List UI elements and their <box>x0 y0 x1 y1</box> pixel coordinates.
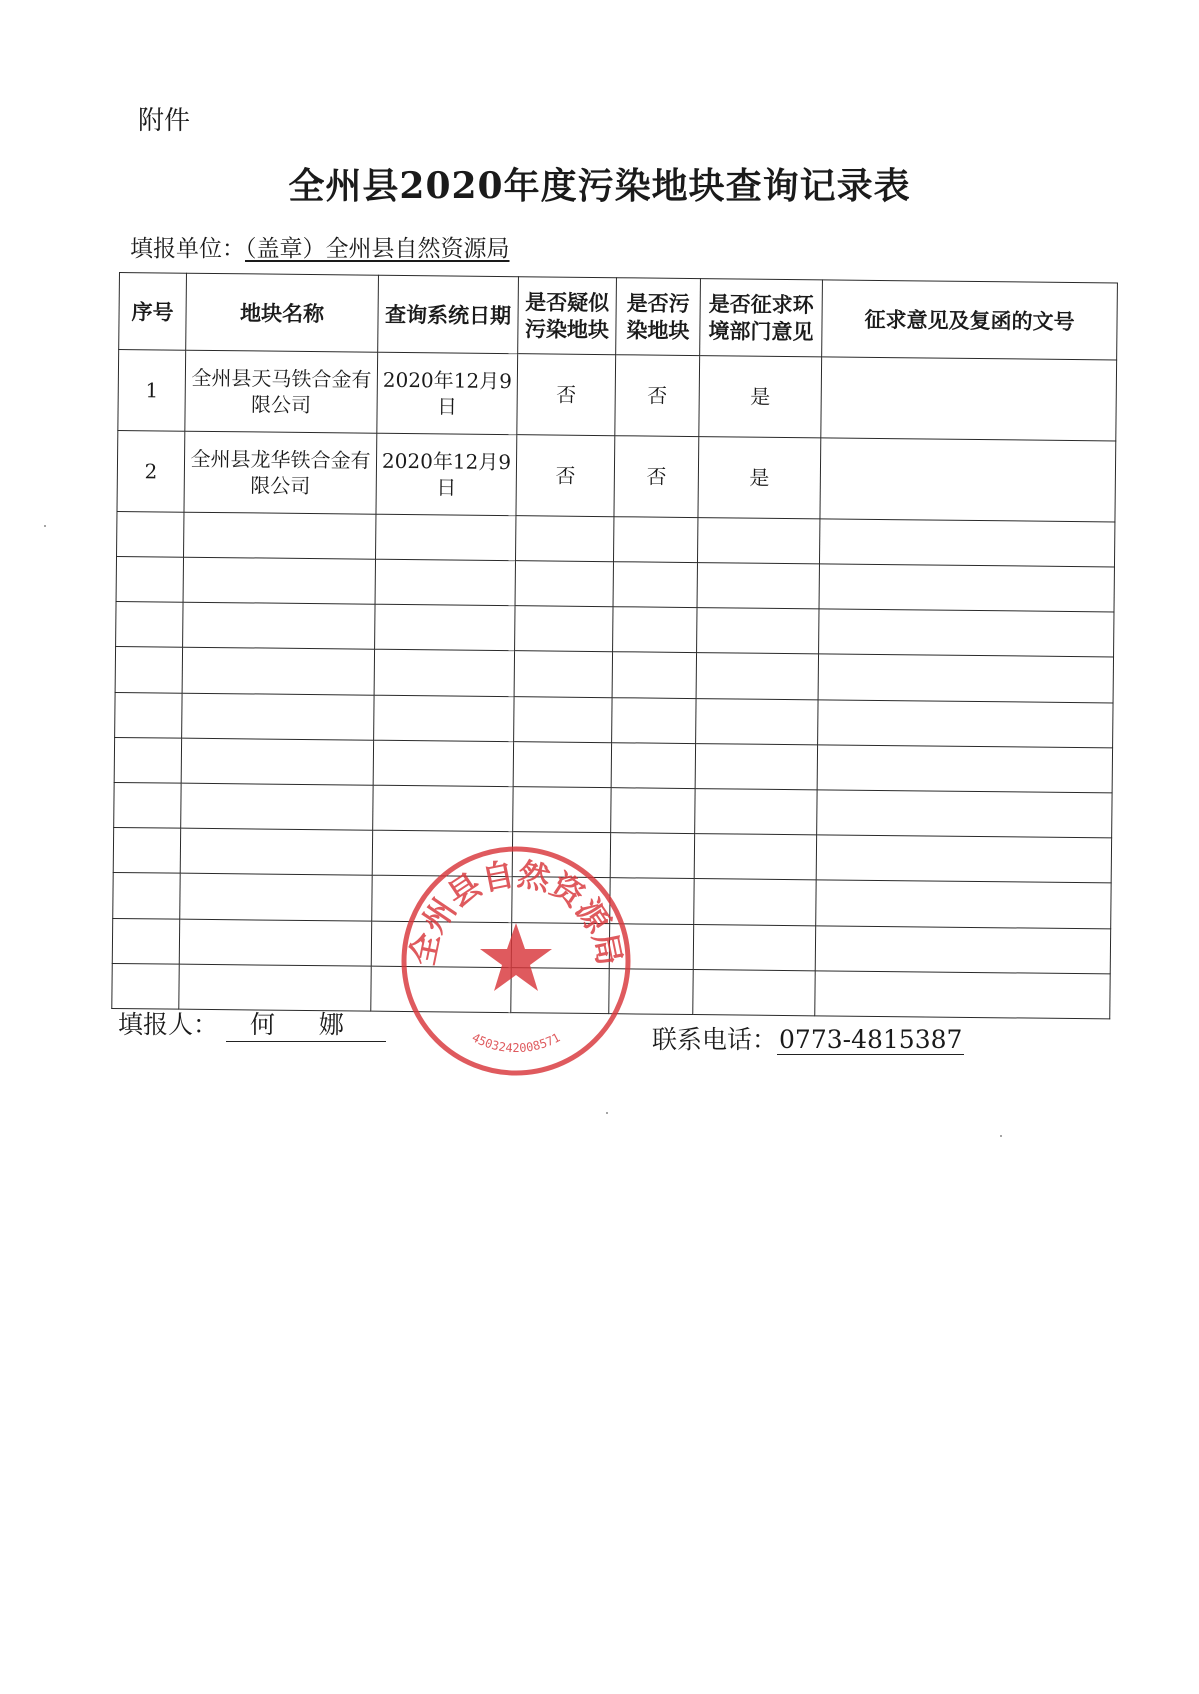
cell-suspected: 否 <box>516 435 615 517</box>
cell-empty <box>181 738 373 785</box>
cell-empty <box>697 608 819 654</box>
cell-empty <box>513 787 611 833</box>
cell-empty <box>376 514 516 561</box>
table-header-row <box>119 273 1118 360</box>
cell-empty <box>375 604 515 651</box>
reporting-unit-label: 填报单位： <box>130 236 245 262</box>
cell-empty <box>113 873 180 919</box>
cell-empty <box>182 648 374 695</box>
cell-empty <box>817 790 1112 838</box>
header-query-date: 查询系统日期 <box>378 275 519 353</box>
cell-empty <box>117 511 184 557</box>
cell-empty <box>611 788 695 834</box>
cell-empty <box>815 925 1110 973</box>
cell-empty <box>815 971 1110 1019</box>
scan-speck <box>44 525 46 527</box>
cell-empty <box>515 561 613 607</box>
cell-empty <box>115 692 182 738</box>
cell-consulted: 是 <box>699 356 822 438</box>
cell-empty <box>612 697 696 743</box>
cell-empty <box>183 557 375 604</box>
header-plot-name: 地块名称 <box>186 273 379 352</box>
seal-text: 全州县自然资源局 <box>403 854 629 969</box>
cell-empty <box>115 647 182 693</box>
cell-empty <box>112 918 179 964</box>
header-consulted: 是否征求环境部门意见 <box>700 279 823 357</box>
cell-empty <box>116 602 183 648</box>
cell-empty <box>515 606 613 652</box>
cell-empty <box>613 517 697 563</box>
scan-speck <box>606 1112 608 1114</box>
cell-polluted: 否 <box>615 355 700 437</box>
contact-phone <box>652 1020 964 1056</box>
cell-empty <box>116 557 183 603</box>
cell-empty <box>179 919 371 966</box>
filler-name: 何 娜 <box>226 1005 386 1042</box>
cell-empty <box>183 602 375 649</box>
cell-polluted: 否 <box>614 436 699 518</box>
cell-empty <box>816 880 1111 928</box>
cell-no: 2 <box>117 430 185 512</box>
cell-doc-no <box>820 438 1116 522</box>
document-title: 全州县2020年度污染地块查询记录表 <box>288 165 911 207</box>
filler-label: 填报人： <box>118 1010 219 1039</box>
cell-consulted: 是 <box>698 437 821 519</box>
cell-empty <box>513 741 611 787</box>
cell-empty <box>611 742 695 788</box>
cell-empty <box>182 693 374 740</box>
header-suspected: 是否疑似污染地块 <box>518 277 617 355</box>
cell-empty <box>112 963 179 1009</box>
filler <box>118 1005 386 1042</box>
cell-name: 全州县龙华铁合金有限公司 <box>184 431 377 514</box>
cell-empty <box>818 699 1113 747</box>
seal-star-icon <box>480 923 552 991</box>
table-row <box>117 430 1116 521</box>
scan-speck <box>1000 1135 1002 1137</box>
cell-empty <box>694 879 816 925</box>
cell-empty <box>695 789 817 835</box>
cell-empty <box>114 737 181 783</box>
cell-empty <box>819 609 1114 657</box>
cell-empty <box>694 834 816 880</box>
cell-doc-no <box>821 357 1117 441</box>
cell-name: 全州县天马铁合金有限公司 <box>185 350 378 433</box>
cell-date: 2020年12月9日 <box>377 352 518 434</box>
cell-empty <box>693 969 815 1016</box>
cell-empty <box>180 874 372 921</box>
header-no: 序号 <box>119 273 187 351</box>
cell-empty <box>180 828 372 875</box>
reporting-unit-value: （盖章）全州县自然资源局 <box>245 236 510 262</box>
cell-empty <box>373 785 513 832</box>
table-row <box>118 350 1117 441</box>
cell-empty <box>113 828 180 874</box>
cell-empty <box>181 783 373 830</box>
header-doc-no: 征求意见及复函的文号 <box>822 280 1118 360</box>
cell-empty <box>114 782 181 828</box>
cell-empty <box>184 512 376 559</box>
phone-label: 联系电话： <box>652 1025 778 1054</box>
cell-empty <box>373 740 513 787</box>
cell-empty <box>375 559 515 606</box>
cell-empty <box>819 564 1114 612</box>
cell-empty <box>613 607 697 653</box>
cell-no: 1 <box>118 350 186 432</box>
cell-empty <box>816 835 1111 883</box>
cell-empty <box>514 651 612 697</box>
cell-empty <box>612 652 696 698</box>
cell-empty <box>695 743 817 789</box>
official-seal-stamp <box>398 843 634 1079</box>
cell-empty <box>817 745 1112 793</box>
cell-empty <box>696 698 818 744</box>
cell-suspected: 否 <box>517 354 616 436</box>
phone-value: 0773-4815387 <box>779 1025 963 1054</box>
cell-empty <box>693 924 815 970</box>
cell-empty <box>374 695 514 742</box>
cell-empty <box>613 562 697 608</box>
cell-empty <box>819 519 1114 567</box>
cell-empty <box>818 654 1113 702</box>
header-polluted: 是否污染地块 <box>616 278 701 356</box>
cell-empty <box>515 516 613 562</box>
cell-empty <box>697 517 819 563</box>
attachment-label: 附件 <box>138 106 191 136</box>
seal-code: 4503242008571 <box>469 1030 563 1056</box>
reporting-unit <box>130 230 510 263</box>
cell-empty <box>514 696 612 742</box>
cell-date: 2020年12月9日 <box>376 433 517 515</box>
cell-empty <box>696 653 818 699</box>
cell-empty <box>374 650 514 697</box>
cell-empty <box>697 563 819 609</box>
